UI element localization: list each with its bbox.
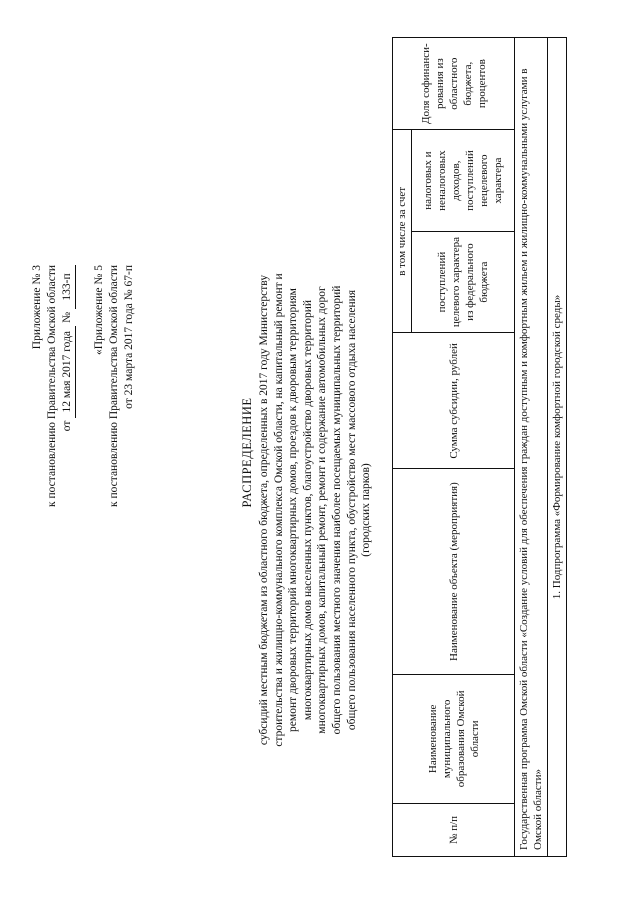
appendix-header [30, 265, 76, 535]
appendix-resolution: к постановлению Правительства Омской области [46, 265, 58, 507]
appendix-date-line [60, 265, 76, 535]
previous-appendix-header [92, 265, 137, 555]
appendix-date: 12 мая 2017 года [60, 326, 76, 418]
document-subtitle: субсидий местным бюджетам из областного бюджета, определенных в 2017 году Министерству строительства и жилищно-коммунального комплекса Омской области, на капитальный ремонт и ремонт дворовых территорий многоквартирных домов, проездов к дворовым территориям многоквартирных домов населенных пунктов, благоустройство дворовых территорий многоквартирных домов, капитальный ремонт, ремонт и содержание автомобильных дорог общего пользования местного значения наиболее посещаемых муниципальных территорий общего пользования населенного пункта, обустройство мест массового отдыха населения (городских парков) [258, 273, 373, 747]
appendix-number: Приложение № 3 [31, 265, 43, 350]
header-including: в том числе за счет [393, 130, 412, 333]
table-row [515, 38, 548, 857]
header-number: № п/п [393, 803, 515, 856]
previous-appendix-date: от 23 марта 2017 года № 67-п [123, 265, 135, 409]
header-tax: налоговых и неналоговых доходов, поступлений нецелевого характера [412, 130, 515, 232]
previous-appendix-resolution: к постановлению Правительства Омской области [108, 265, 120, 507]
subprogram-row: 1. Подпрограмма «Формирование комфортной городской среды» [548, 38, 567, 857]
header-object: Наименование объекта (мероприятия) [393, 469, 515, 674]
program-row: Государственная программа Омской области «Создание условий для обеспечения граждан доступным и комфортным жильем и жилищно-коммунальными услугами в Омской области» [515, 38, 548, 857]
table-row [548, 38, 567, 857]
header-municipality: Наименование муниципального образования Омской области [393, 674, 515, 803]
appendix-resolution-number: 133-п [60, 265, 76, 309]
appendix-date-prefix: от [61, 420, 73, 432]
table-header-row [393, 38, 412, 857]
document-title: РАСПРЕДЕЛЕНИЕ [240, 397, 254, 508]
appendix-number-label: № [61, 311, 73, 323]
header-sum: Сумма субсидии, рублей [393, 333, 515, 469]
previous-appendix-number: «Приложение № 5 [93, 265, 105, 355]
distribution-table [392, 37, 567, 857]
header-share: Доля софинанси-рования из областного бюджета, процентов [393, 38, 515, 130]
header-federal: поступлений целевого характера из федерального бюджета [412, 231, 515, 333]
